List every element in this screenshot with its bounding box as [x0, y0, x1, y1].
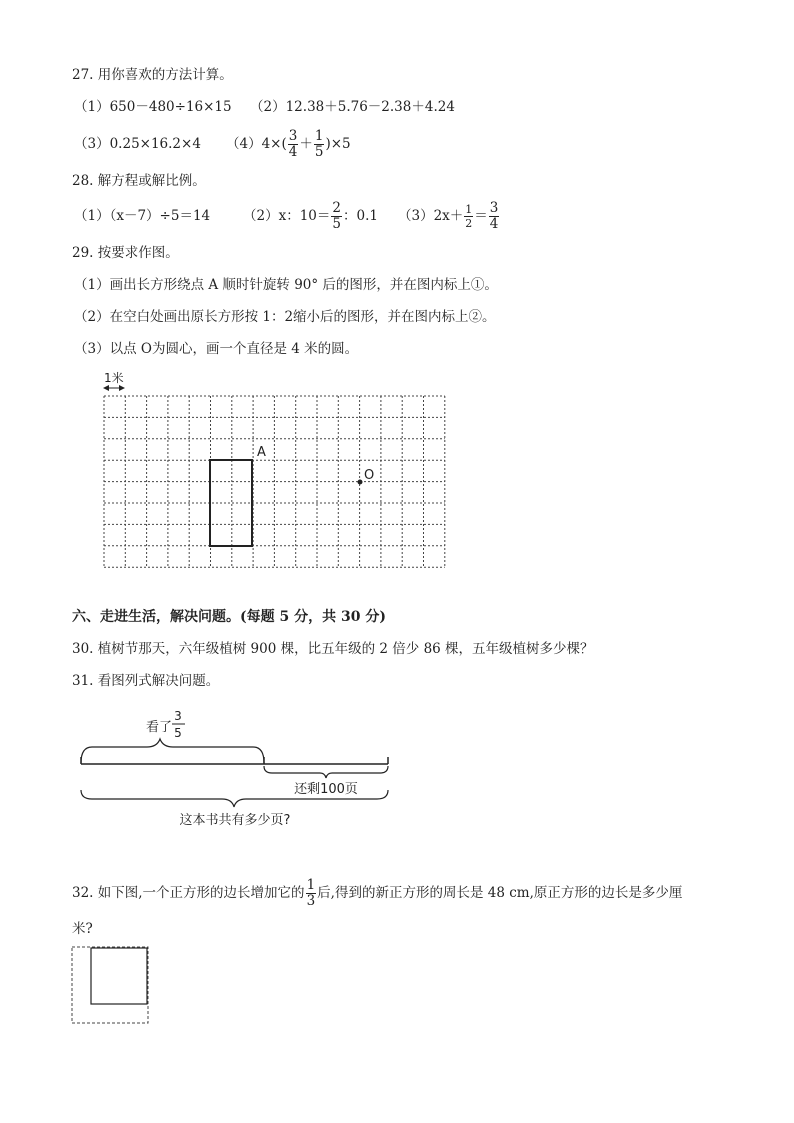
q27-part4-label: （4）: [226, 136, 262, 152]
fraction-numerator: 3: [489, 199, 499, 216]
q31-title: 31. 看图列式解决问题。: [72, 673, 220, 689]
q29-title: 29. 按要求作图。: [72, 245, 179, 261]
total-label: 这本书共有多少页?: [179, 813, 291, 828]
q27-part3-expr: 0.25×16.2×4: [109, 136, 201, 152]
q32-text-pre: 32. 如下图,一个正方形的边长增加它的: [72, 885, 305, 901]
q27-part4-fraction-2: [314, 127, 325, 160]
read-label: 看了: [146, 720, 173, 735]
section-6-title: 六、走进生活，解决问题。(每题 5 分，共 30 分): [72, 609, 386, 625]
q32-fraction: [306, 876, 317, 909]
q27-part4: [226, 126, 351, 162]
fraction-denominator: 5: [332, 216, 341, 232]
q28-title: 28. 解方程或解比例。: [72, 173, 206, 189]
q29-part2: （2）在空白处画出原长方形按 1：2缩小后的图形，并在图内标上②。: [74, 309, 496, 325]
scale-arrow: [103, 385, 125, 391]
dashed-grid: [104, 396, 445, 567]
fraction-numerator: 1: [465, 203, 473, 216]
new-square-dashed: [72, 947, 148, 1023]
fraction-numerator: 3: [288, 127, 298, 144]
original-square: [91, 948, 147, 1004]
q28-part3-fraction-2: [489, 199, 500, 232]
q28-part3-fraction-1: [464, 204, 473, 229]
q27-part4-fraction-1: [288, 127, 299, 160]
read-fraction-numerator: 3: [174, 709, 182, 723]
fraction-denominator: 4: [489, 216, 499, 232]
q28-part2-post: ：0.1: [342, 208, 378, 224]
fraction-denominator: 2: [465, 217, 473, 230]
q28-part1: （1）（x－7）÷5＝14: [74, 208, 211, 224]
q27-part3: [74, 135, 201, 153]
q27-part2-expr: 12.38＋5.76－2.38＋4.24: [285, 99, 455, 115]
q29-grid-figure: [95, 365, 455, 575]
q28-part3-equals: ＝: [474, 208, 488, 224]
q28-part2-fraction: [331, 199, 342, 232]
q27-part2: [250, 98, 455, 116]
read-brace: [81, 739, 264, 763]
point-a-label: A: [257, 445, 266, 460]
q28-part2: [243, 198, 378, 234]
q27-part1-label: （1）: [74, 99, 110, 115]
q28-part3-pre: （3）2x＋: [398, 208, 464, 224]
q27-part3-label: （3）: [74, 136, 110, 152]
q27-part1: [74, 98, 232, 116]
q27-part1-expr: 650－480÷16×15: [109, 99, 232, 115]
q27-part2-label: （2）: [250, 99, 286, 115]
q30-text: 30. 植树节那天，六年级植树 900 棵，比五年级的 2 倍少 86 棵，五年级植树多少棵？: [72, 641, 594, 657]
q31-segment-diagram: [72, 700, 402, 830]
q32-text: [72, 875, 682, 911]
fraction-numerator: 2: [332, 199, 341, 216]
q32-text-post: 后,得到的新正方形的周长是 48 cm,原正方形的边长是多少厘: [317, 885, 683, 901]
fraction-numerator: 1: [306, 876, 316, 893]
q27-part4-plus: ＋: [299, 136, 313, 152]
point-o: [358, 480, 363, 485]
q29-part3: （3）以点 O为圆心，画一个直径是 4 米的圆。: [74, 341, 359, 357]
q32-squares-figure: [70, 945, 152, 1027]
q27-part4-pre: 4×(: [261, 136, 287, 152]
q32-text-line2: 米?: [72, 921, 93, 937]
q28-part2-pre: （2）x：10＝: [243, 208, 331, 224]
fraction-denominator: 5: [314, 144, 324, 160]
fraction-denominator: 3: [306, 893, 316, 909]
fraction-denominator: 4: [288, 144, 298, 160]
q28-part3: [398, 198, 500, 234]
fraction-numerator: 1: [314, 127, 324, 144]
point-o-label: O: [364, 468, 375, 483]
q27-title: 27. 用你喜欢的方法计算。: [72, 67, 233, 83]
remain-label: 还剩100页: [294, 782, 358, 797]
q27-part4-post: )×5: [325, 136, 351, 152]
scale-label: 1米: [104, 371, 124, 385]
read-fraction-denominator: 5: [174, 726, 182, 740]
remain-brace: [264, 766, 388, 778]
q29-part1: （1）画出长方形绕点 A 顺时针旋转 90° 后的图形，并在图内标上①。: [74, 277, 498, 293]
